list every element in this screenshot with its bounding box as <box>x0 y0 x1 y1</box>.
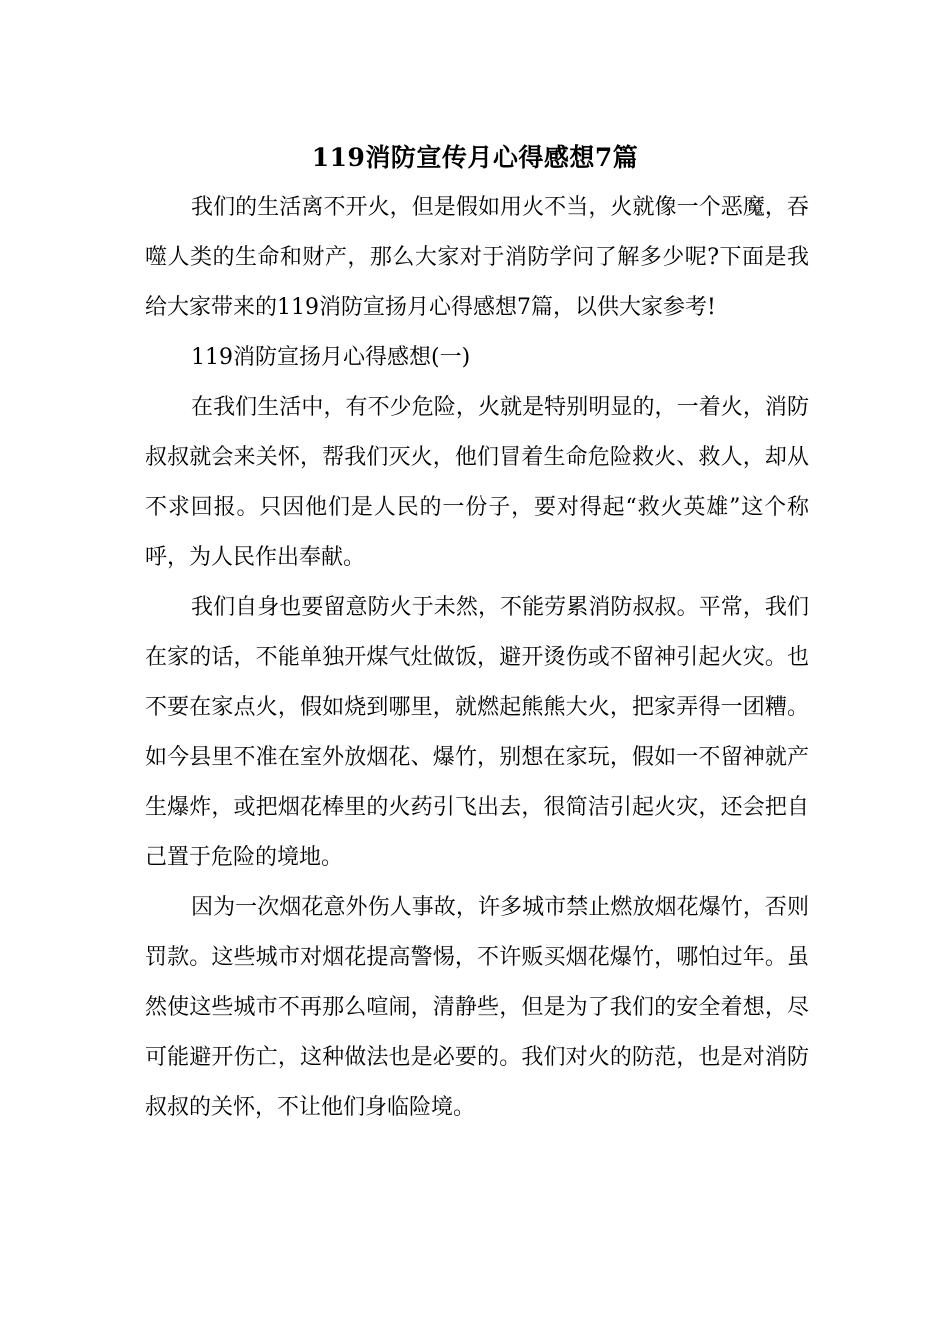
section-heading: 119消防宣扬月心得感想(一) <box>191 345 471 370</box>
intro-paragraph: 我们的生活离不开火，但是假如用火不当，火就像一个恶魔，吞噬人类的生命和财产，那么大家对于消防学问了解多少呢?下面是我给大家带来的119消防宣扬月心得感想7篇，以供大家参考! <box>145 195 809 320</box>
document-title: 119消防宣传月心得感想7篇 <box>311 143 639 172</box>
body-paragraph: 因为一次烟花意外伤人事故，许多城市禁止燃放烟花爆竹，否则罚款。这些城市对烟花提高警惕，不许贩买烟花爆竹，哪怕过年。虽然使这些城市不再那么喧闹，清静些，但是为了我们的安全着想，尽可能避开伤亡，这种做法也是必要的。我们对火的防范，也是对消防叔叔的关怀，不让他们身临险境。 <box>145 895 809 1120</box>
body-paragraph: 我们自身也要留意防火于未然，不能劳累消防叔叔。平常，我们在家的话，不能单独开煤气灶做饭，避开烫伤或不留神引起火灾。也不要在家点火，假如烧到哪里，就燃起熊熊大火，把家弄得一团糟。如今县里不准在室外放烟花、爆竹，别想在家玩，假如一不留神就产生爆炸，或把烟花棒里的火药引飞出去，很简洁引起火灾，还会把自己置于危险的境地。 <box>145 595 809 870</box>
body-paragraph: 在我们生活中，有不少危险，火就是特别明显的，一着火，消防叔叔就会来关怀，帮我们灭火，他们冒着生命危险救火、救人，却从不求回报。只因他们是人民的一份子，要对得起“救火英雄”这个称呼，为人民作出奉献。 <box>145 395 809 570</box>
document-body <box>145 183 809 1133</box>
